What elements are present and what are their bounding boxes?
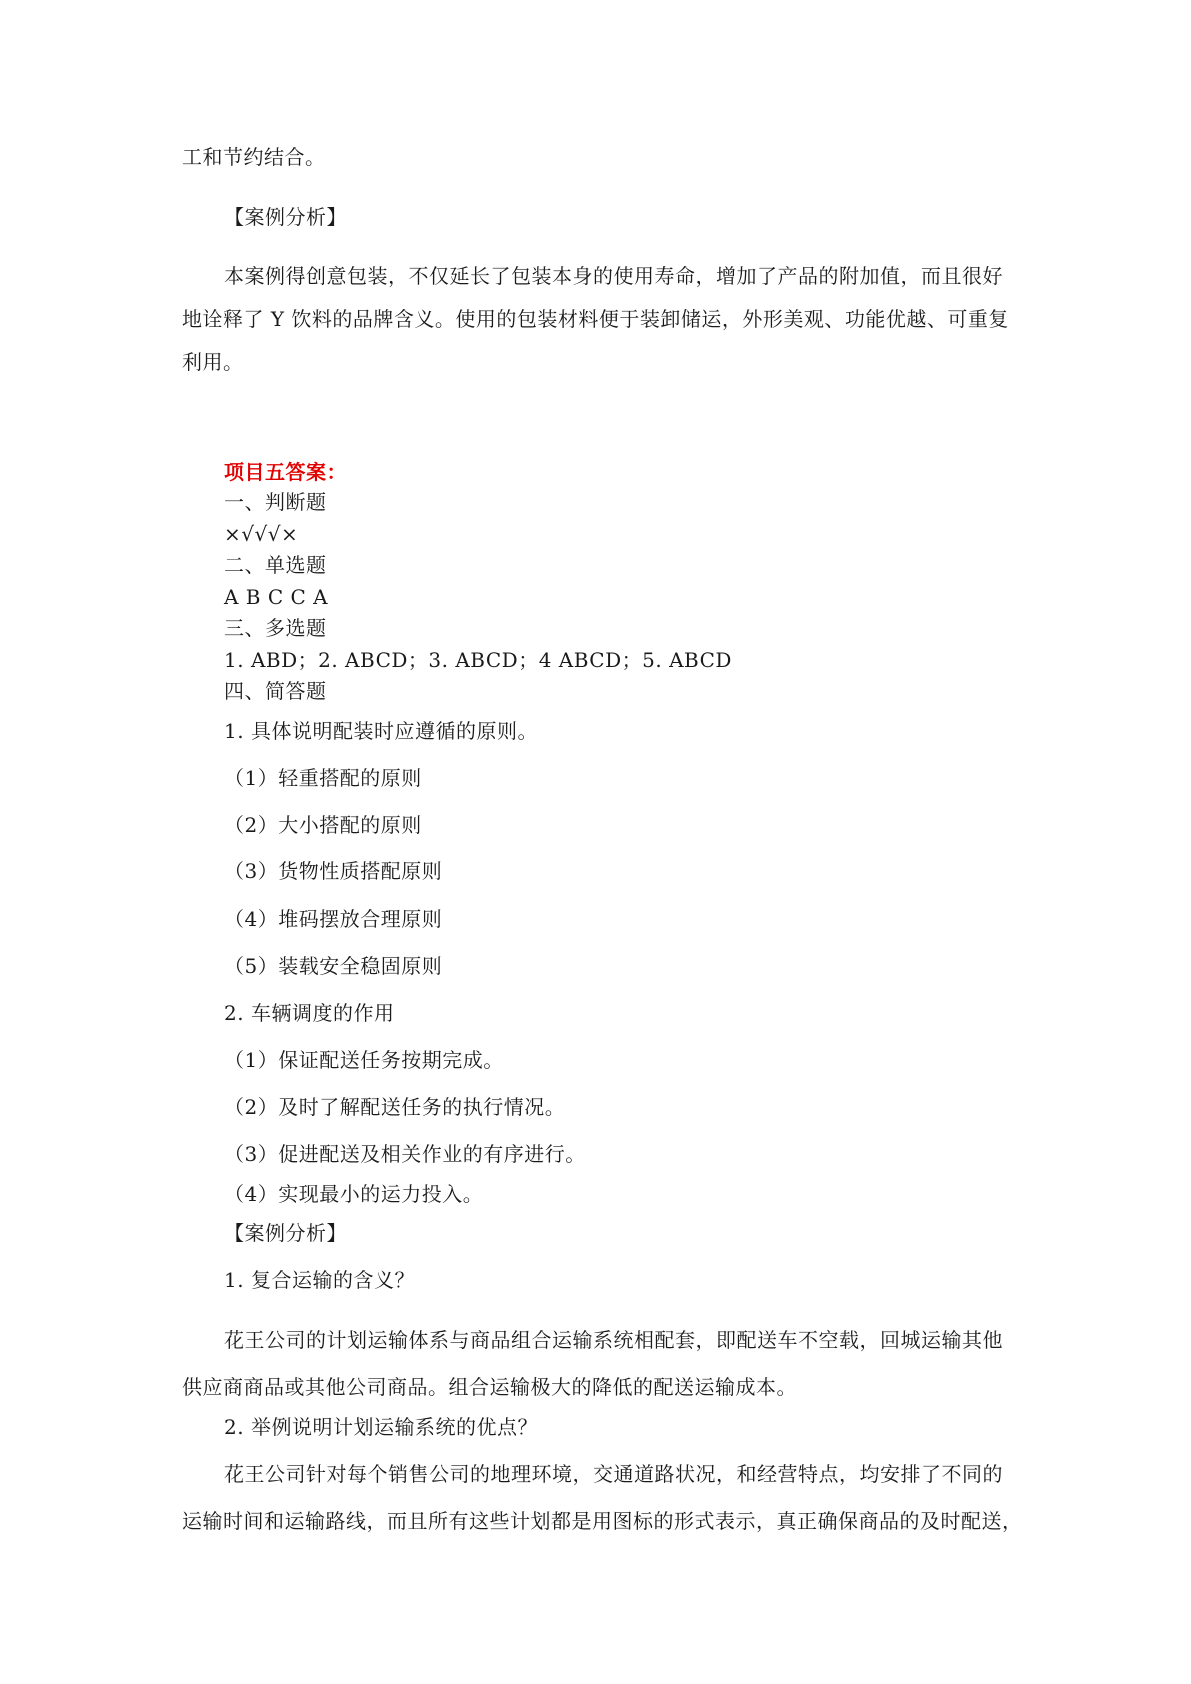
question-title: 2. 车辆调度的作用 [224, 1001, 395, 1025]
case-analysis-heading: 【案例分析】 [224, 1221, 347, 1245]
answer-line: A B C C A [224, 585, 329, 609]
list-item: （2）大小搭配的原则 [224, 813, 422, 837]
paragraph-line: 地诠释了 Y 饮料的品牌含义。使用的包装材料便于装卸储运，外形美观、功能优越、可重复 [182, 307, 1009, 331]
paragraph-tail: 工和节约结合。 [182, 145, 326, 169]
list-item: （1）保证配送任务按期完成。 [224, 1048, 504, 1072]
paragraph-line: 本案例得创意包装，不仅延长了包装本身的使用寿命，增加了产品的附加值，而且很好 [224, 264, 1003, 288]
paragraph-line: 利用。 [182, 350, 244, 374]
project-title: 项目五答案： [224, 460, 347, 484]
section-title: 二、单选题 [224, 553, 327, 577]
list-item: （5）装载安全稳固原则 [224, 954, 443, 978]
case-analysis-heading: 【案例分析】 [224, 205, 347, 229]
list-item: （4）堆码摆放合理原则 [224, 907, 443, 931]
list-item: （3）促进配送及相关作业的有序进行。 [224, 1142, 586, 1166]
section-title: 三、多选题 [224, 616, 327, 640]
list-item: （2）及时了解配送任务的执行情况。 [224, 1095, 566, 1119]
list-item: （4）实现最小的运力投入。 [224, 1182, 484, 1206]
answer-line: 1. ABD；2. ABCD；3. ABCD；4 ABCD；5. ABCD [224, 648, 732, 672]
paragraph-line: 花王公司针对每个销售公司的地理环境，交通道路状况，和经营特点，均安排了不同的 [224, 1462, 1003, 1486]
answer-line: ×√√√× [224, 522, 299, 546]
question-title: 2. 举例说明计划运输系统的优点？ [224, 1415, 538, 1439]
question-title: 1. 复合运输的含义？ [224, 1268, 415, 1292]
question-title: 1. 具体说明配装时应遵循的原则。 [224, 719, 538, 743]
section-title: 一、判断题 [224, 490, 327, 514]
paragraph-line: 供应商商品或其他公司商品。组合运输极大的降低的配送运输成本。 [182, 1375, 797, 1399]
paragraph-line: 花王公司的计划运输体系与商品组合运输系统相配套，即配送车不空载，回城运输其他 [224, 1328, 1003, 1352]
list-item: （1）轻重搭配的原则 [224, 766, 422, 790]
section-title: 四、简答题 [224, 679, 327, 703]
list-item: （3）货物性质搭配原则 [224, 859, 443, 883]
paragraph-line: 运输时间和运输路线，而且所有这些计划都是用图标的形式表示，真正确保商品的及时配送， [182, 1509, 1023, 1533]
